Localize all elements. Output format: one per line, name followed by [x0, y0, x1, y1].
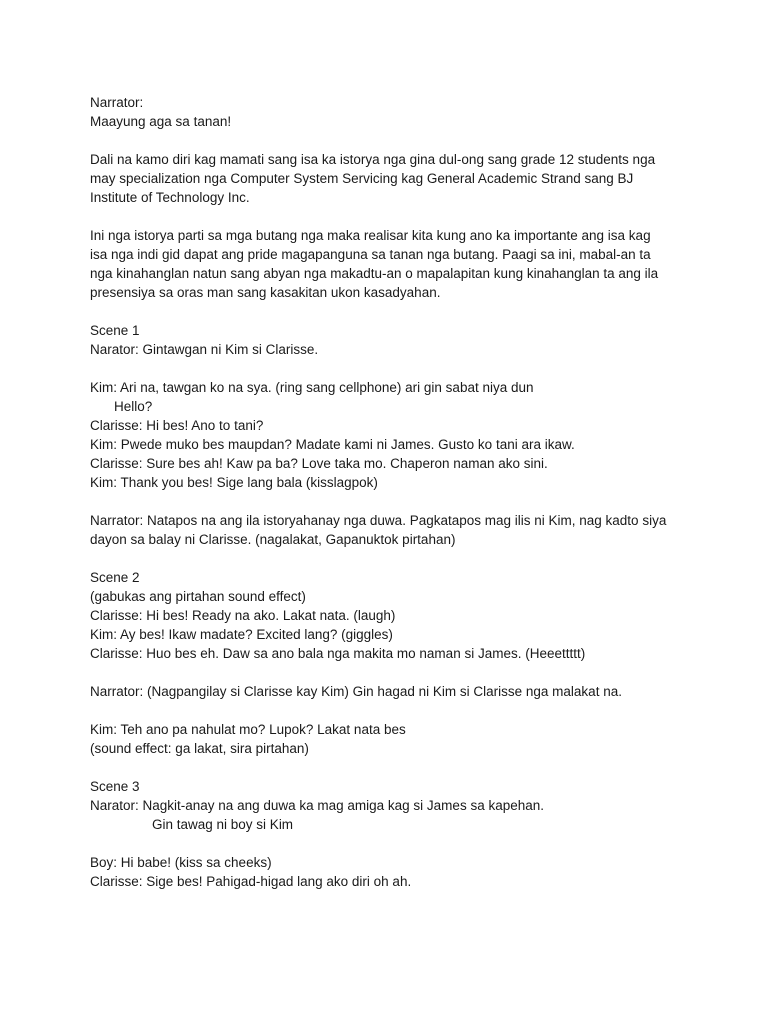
- blank-line: [90, 549, 690, 568]
- text-line: Narrator: (Nagpangilay si Clarisse kay Kim) Gin hagad ni Kim si Clarisse nga malakat na.: [90, 684, 622, 699]
- text-line: Narrator:: [90, 95, 144, 110]
- blank-line: [90, 131, 690, 150]
- text-line: Narrator: Natapos na ang ila istoryahanay nga duwa. Pagkatapos mag ilis ni Kim, nag kadto siya: [90, 513, 667, 528]
- text-line: Kim: Pwede muko bes maupdan? Madate kami ni James. Gusto ko tani ara ikaw.: [90, 437, 575, 452]
- blank-line: [90, 302, 690, 321]
- text-line: (sound effect: ga lakat, sira pirtahan): [90, 741, 309, 756]
- text-line: Narator: Gintawgan ni Kim si Clarisse.: [90, 342, 319, 357]
- text-line: may specialization nga Computer System Servicing kag General Academic Strand sang BJ: [90, 171, 634, 186]
- blank-line: [90, 834, 690, 853]
- scene-heading: Scene 3: [90, 779, 140, 794]
- text-line: Clarisse: Hi bes! Ano to tani?: [90, 418, 264, 433]
- script-text: [90, 93, 690, 891]
- text-line: Clarisse: Hi bes! Ready na ako. Lakat nata. (laugh): [90, 608, 396, 623]
- text-line: Kim: Teh ano pa nahulat mo? Lupok? Lakat nata bes: [90, 722, 406, 737]
- blank-line: [90, 492, 690, 511]
- text-line: Ini nga istorya parti sa mga butang nga maka realisar kita kung ano ka importante ang isa kag: [90, 228, 651, 243]
- text-line: Kim: Ari na, tawgan ko na sya. (ring sang cellphone) ari gin sabat niya dun: [90, 380, 534, 395]
- text-line: Maayung aga sa tanan!: [90, 114, 232, 129]
- blank-line: [90, 207, 690, 226]
- text-line: Institute of Technology Inc.: [90, 190, 250, 205]
- text-line: Dali na kamo diri kag mamati sang isa ka istorya nga gina dul-ong sang grade 12 students nga: [90, 152, 656, 167]
- text-line: Kim: Thank you bes! Sige lang bala (kisslagpok): [90, 475, 378, 490]
- text-line: presensiya sa oras man sang kasakitan ukon kasadyahan.: [90, 285, 441, 300]
- text-line: dayon sa balay ni Clarisse. (nagalakat, Gapanuktok pirtahan): [90, 532, 456, 547]
- text-line: Boy: Hi babe! (kiss sa cheeks): [90, 855, 272, 870]
- blank-line: [90, 758, 690, 777]
- text-line: Clarisse: Huo bes eh. Daw sa ano bala nga makita mo naman si James. (Heeettttt): [90, 646, 586, 661]
- text-line: Clarisse: Sure bes ah! Kaw pa ba? Love taka mo. Chaperon naman ako sini.: [90, 456, 548, 471]
- blank-line: [90, 701, 690, 720]
- text-line: isa nga indi gid dapat ang pride magapanguna sa tanan nga butang. Paagi sa ini, mabal-an ta: [90, 247, 651, 262]
- text-line: Gin tawag ni boy si Kim: [152, 817, 294, 832]
- blank-line: [90, 663, 690, 682]
- text-line: Hello?: [114, 399, 153, 414]
- blank-line: [90, 359, 690, 378]
- text-line: nga kinahanglan natun sang abyan nga makadtu-an o mapalapitan kung kinahanglan ta ang ila: [90, 266, 659, 281]
- text-line: Kim: Ay bes! Ikaw madate? Excited lang? (giggles): [90, 627, 393, 642]
- scene-heading: Scene 1: [90, 323, 140, 338]
- scene-heading: Scene 2: [90, 570, 140, 585]
- text-line: Clarisse: Sige bes! Pahigad-higad lang ako diri oh ah.: [90, 874, 412, 889]
- text-line: (gabukas ang pirtahan sound effect): [90, 589, 306, 604]
- text-line: Narator: Nagkit-anay na ang duwa ka mag amiga kag si James sa kapehan.: [90, 798, 544, 813]
